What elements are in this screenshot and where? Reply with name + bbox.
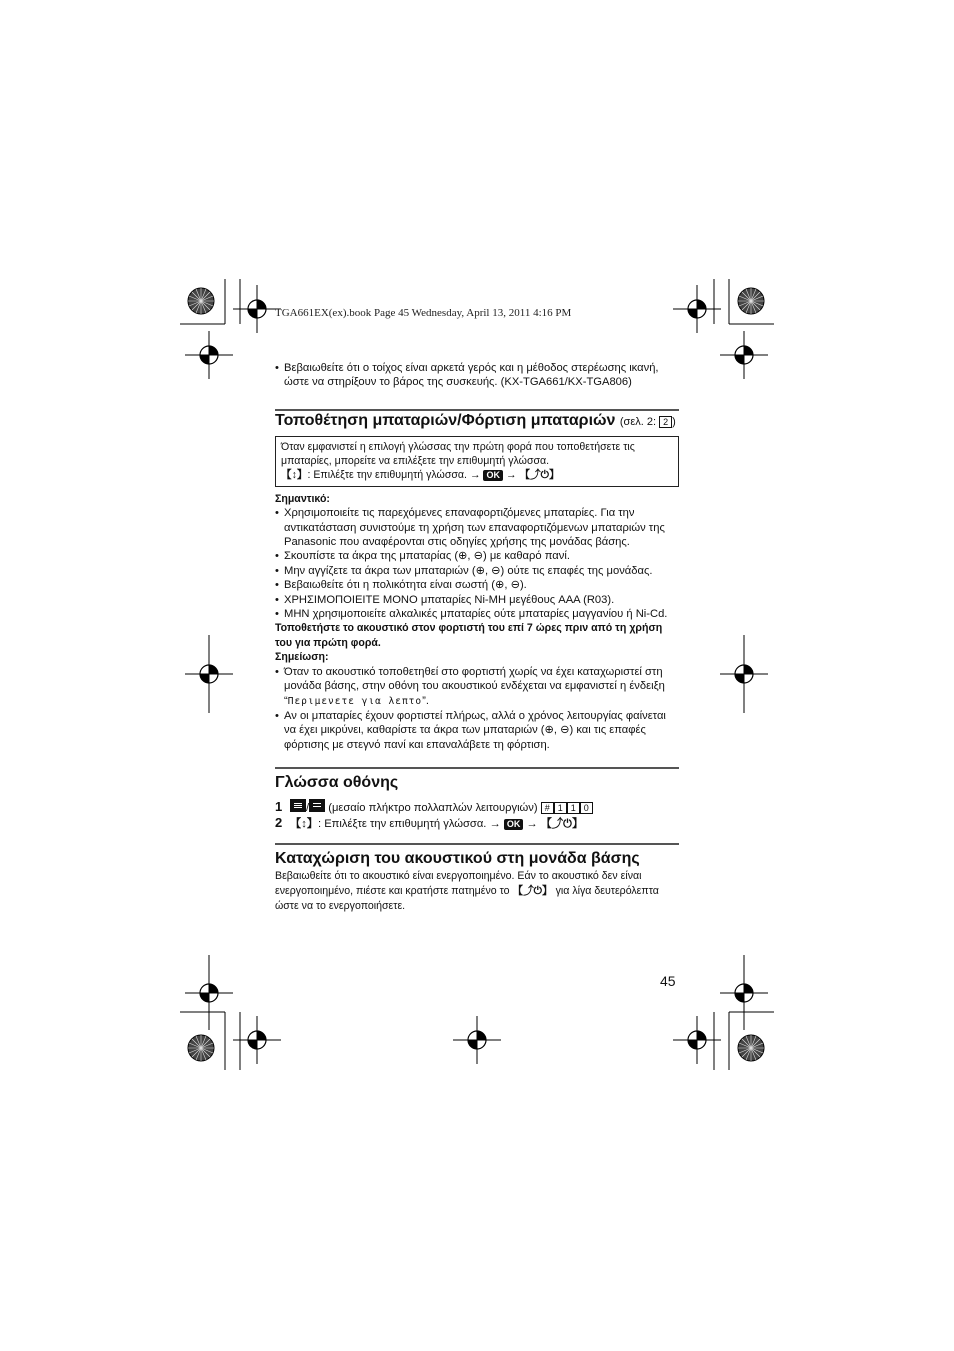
section-divider <box>275 767 679 769</box>
registration-section-title: Καταχώριση του ακουστικού στη μονάδα βάσης <box>275 849 640 867</box>
important-bullet: • Σκουπίστε τα άκρα της μπαταρίας (⊕, ⊖) με καθαρό πανί. <box>275 549 679 563</box>
important-bullet: • ΜΗΝ χρησιμοποιείτε αλκαλικές μπαταρίες ούτε μπαταρίες μαγγανίου ή Ni-Cd. <box>275 607 679 621</box>
key-0: 0 <box>580 802 593 814</box>
page-content <box>275 361 679 914</box>
off-power-key-icon: 【⤴⏻】 <box>540 817 584 830</box>
note-bullet: • Όταν το ακουστικό τοποθετηθεί στο φορτιστή χωρίς να έχει καταχωριστεί στη μονάδα βάσης, στην οθόνη του ακουστικού ενδέχεται να εμφανιστεί η ένδειξη “Περιμενετε για λεπτο”. <box>275 665 679 709</box>
arrow-right-icon: → <box>526 817 538 830</box>
ok-key-icon: OK <box>483 470 503 481</box>
off-power-key-icon: 【⤴⏻】 <box>512 884 553 897</box>
important-bullet: • ΧΡΗΣΙΜΟΠΟΙΕΙΤΕ ΜΟΝΟ μπαταρίες Ni-MH μεγέθους AAA (R03). <box>275 593 679 607</box>
important-bullet: • Μην αγγίζετε τα άκρα των μπαταριών (⊕, ⊖) ούτε τις επαφές της μονάδας. <box>275 564 679 578</box>
registration-text: Βεβαιωθείτε ότι το ακουστικό είναι ενεργοποιημένο. Εάν το ακουστικό δεν είναι ενεργοποιημένο, πιέστε και κρατήστε πατημένο το 【⤴⏻】 για λίγα δευτερόλεπτα ώστε να το ενεργοποιήσετε. <box>275 869 659 912</box>
battery-page-ref: (σελ. 2: 2 ) <box>619 415 676 428</box>
charge-note: Τοποθετήστε το ακουστικό στον φορτιστή του επί 7 ώρες πριν από τη χρήση του για πρώτη φορά. <box>275 622 663 649</box>
tip-step: 【↕】: Επιλέξτε την επιθυμητή γλώσσα. → OK → 【⤴⏻】 <box>281 468 560 481</box>
ref-figure-number: 2 <box>659 416 672 428</box>
menu-soft-key-icon <box>290 799 306 812</box>
display-message: Περιμενετε για λεπτο <box>287 695 423 707</box>
key-hash: # <box>541 802 554 814</box>
important-label: Σημαντικό: <box>275 492 330 505</box>
section-divider <box>275 843 679 845</box>
arrow-right-icon: → <box>505 468 517 481</box>
note-label: Σημείωση: <box>275 651 329 664</box>
battery-title-text: Τοποθέτηση μπαταριών/Φόρτιση μπαταριών <box>275 411 616 429</box>
important-bullet: • Βεβαιωθείτε ότι η πολικότητα είναι σωστή (⊕, ⊖). <box>275 578 679 592</box>
intro-bullet: • Βεβαιωθείτε ότι ο τοίχος είναι αρκετά γερός και η μέθοδος στερέωσης ικανή, ώστε να στηρίξουν το βάρος της συσκευής. (KX-TGA661/KX-TGA806) <box>275 361 679 390</box>
tip-text: Όταν εμφανιστεί η επιλογή γλώσσας την πρώτη φορά που τοποθετήσετε τις μπαταρίες, μπορείτε να επιλέξετε την επιθυμητή γλώσσα. <box>281 440 635 467</box>
language-step-2: 2 【↕】: Επιλέξτε την επιθυμητή γλώσσα. → OK → 【⤴⏻】 <box>275 814 584 830</box>
navigator-up-down-icon: 【↕】 <box>290 817 318 830</box>
note-bullet: • Αν οι μπαταρίες έχουν φορτιστεί πλήρως, αλλά ο χρόνος λειτουργίας φαίνεται να έχει μικρύνει, καθαρίστε τα άκρα των μπαταριών (⊕, ⊖) και τις επαφές φόρτισης με στεγνό πανί και επαναλάβετε τη φόρτιση. <box>275 709 679 752</box>
key-1: 1 <box>554 802 567 814</box>
navigator-up-down-icon: 【↕】 <box>281 468 308 481</box>
page-number: 45 <box>660 973 676 989</box>
print-header: TGA661EX(ex).book Page 45 Wednesday, April 13, 2011 4:16 PM <box>275 307 572 319</box>
arrow-right-icon: → <box>489 817 501 830</box>
arrow-right-icon: → <box>469 468 481 481</box>
battery-section-title <box>275 411 679 432</box>
ok-key-icon: OK <box>504 819 524 830</box>
off-power-key-icon: 【⤴⏻】 <box>519 468 560 481</box>
language-step-1: 1 / (μεσαίο πλήκτρο πολλαπλών λειτουργιών) # 1 1 0 <box>275 799 679 815</box>
language-section-title: Γλώσσα οθόνης <box>275 774 399 792</box>
language-tip-box <box>275 436 679 487</box>
important-bullet: • Χρησιμοποιείτε τις παρεχόμενες επαναφορτιζόμενες μπαταρίες. Για την αντικατάσταση συνιστούμε τη χρήση των επαναφορτιζόμενων μπαταριών της Panasonic που αναφέρονται στις οδηγίες χρήσης της μονάδας βάσης. <box>275 506 679 549</box>
menu-grid-key-icon <box>309 799 325 812</box>
key-1: 1 <box>567 802 580 814</box>
